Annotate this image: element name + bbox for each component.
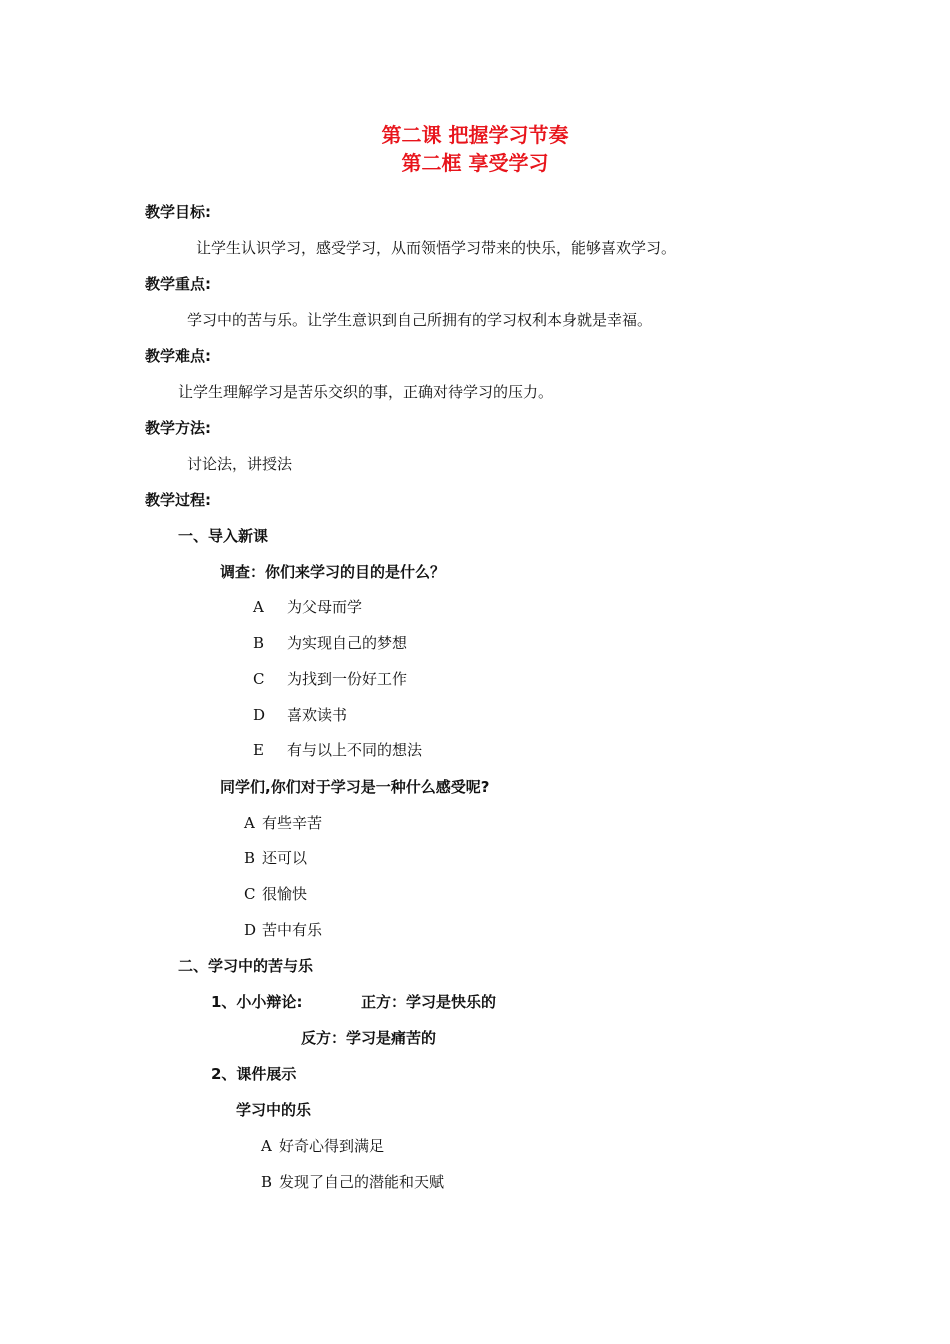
item-letter: B — [261, 1173, 273, 1191]
option-text: 还可以 — [262, 849, 308, 867]
feeling-option — [244, 848, 307, 868]
debate-label: 1、小小辩论: — [211, 993, 303, 1011]
option-letter: A — [244, 814, 255, 832]
option-text: 有与以上不同的想法 — [287, 741, 423, 759]
methods-heading: 教学方法: — [145, 419, 211, 437]
item-text: 好奇心得到满足 — [279, 1137, 385, 1155]
page-subtitle: 第二框 享受学习 — [401, 151, 549, 175]
option-letter: B — [244, 849, 256, 867]
option-text: 苦中有乐 — [262, 921, 323, 939]
option-letter: C — [253, 670, 265, 688]
process-heading: 教学过程: — [145, 491, 211, 509]
option-text: 有些辛苦 — [262, 814, 323, 832]
page-title: 第二课 把握学习节奏 — [381, 123, 569, 147]
part2-heading: 二、学习中的苦与乐 — [178, 957, 314, 975]
option-letter: A — [253, 598, 264, 616]
option-letter: D — [244, 921, 257, 939]
methods-text: 讨论法，讲授法 — [187, 455, 293, 473]
survey-option — [253, 705, 347, 725]
option-text: 很愉快 — [262, 885, 308, 903]
part1-heading: 一、导入新课 — [178, 527, 269, 545]
key-points-text: 学习中的苦与乐。让学生意识到自己所拥有的学习权利本身就是幸福。 — [187, 311, 653, 329]
courseware-label: 2、课件展示 — [211, 1065, 297, 1083]
feeling-option — [244, 884, 307, 904]
survey-question: 调查：你们来学习的目的是什么？ — [220, 563, 446, 581]
item-text: 发现了自己的潜能和天赋 — [279, 1173, 445, 1191]
option-letter: E — [253, 741, 264, 759]
difficulties-text: 让学生理解学习是苦乐交织的事，正确对待学习的压力。 — [178, 383, 554, 401]
survey-option — [253, 597, 362, 617]
feeling-question: 同学们,你们对于学习是一种什么感受呢? — [220, 778, 490, 796]
item-letter: A — [261, 1137, 272, 1155]
option-text: 为父母而学 — [287, 598, 363, 616]
option-text: 为找到一份好工作 — [287, 670, 408, 688]
goals-text: 让学生认识学习，感受学习，从而领悟学习带来的快乐，能够喜欢学习。 — [196, 239, 677, 257]
joy-heading: 学习中的乐 — [236, 1101, 312, 1119]
option-text: 为实现自己的梦想 — [287, 634, 408, 652]
joy-item — [261, 1172, 444, 1192]
survey-option — [253, 669, 407, 689]
option-letter: B — [253, 634, 265, 652]
joy-item — [261, 1136, 384, 1156]
option-letter: C — [244, 885, 256, 903]
option-letter: D — [253, 706, 266, 724]
difficulties-heading: 教学难点: — [145, 347, 211, 365]
debate-con: 反方：学习是痛苦的 — [301, 1029, 437, 1047]
debate-pro: 正方：学习是快乐的 — [361, 993, 497, 1011]
key-points-heading: 教学重点: — [145, 275, 211, 293]
feeling-option — [244, 920, 322, 940]
goals-heading: 教学目标: — [145, 203, 211, 221]
option-text: 喜欢读书 — [287, 706, 348, 724]
survey-option — [253, 740, 422, 760]
survey-option — [253, 633, 407, 653]
feeling-option — [244, 813, 322, 833]
